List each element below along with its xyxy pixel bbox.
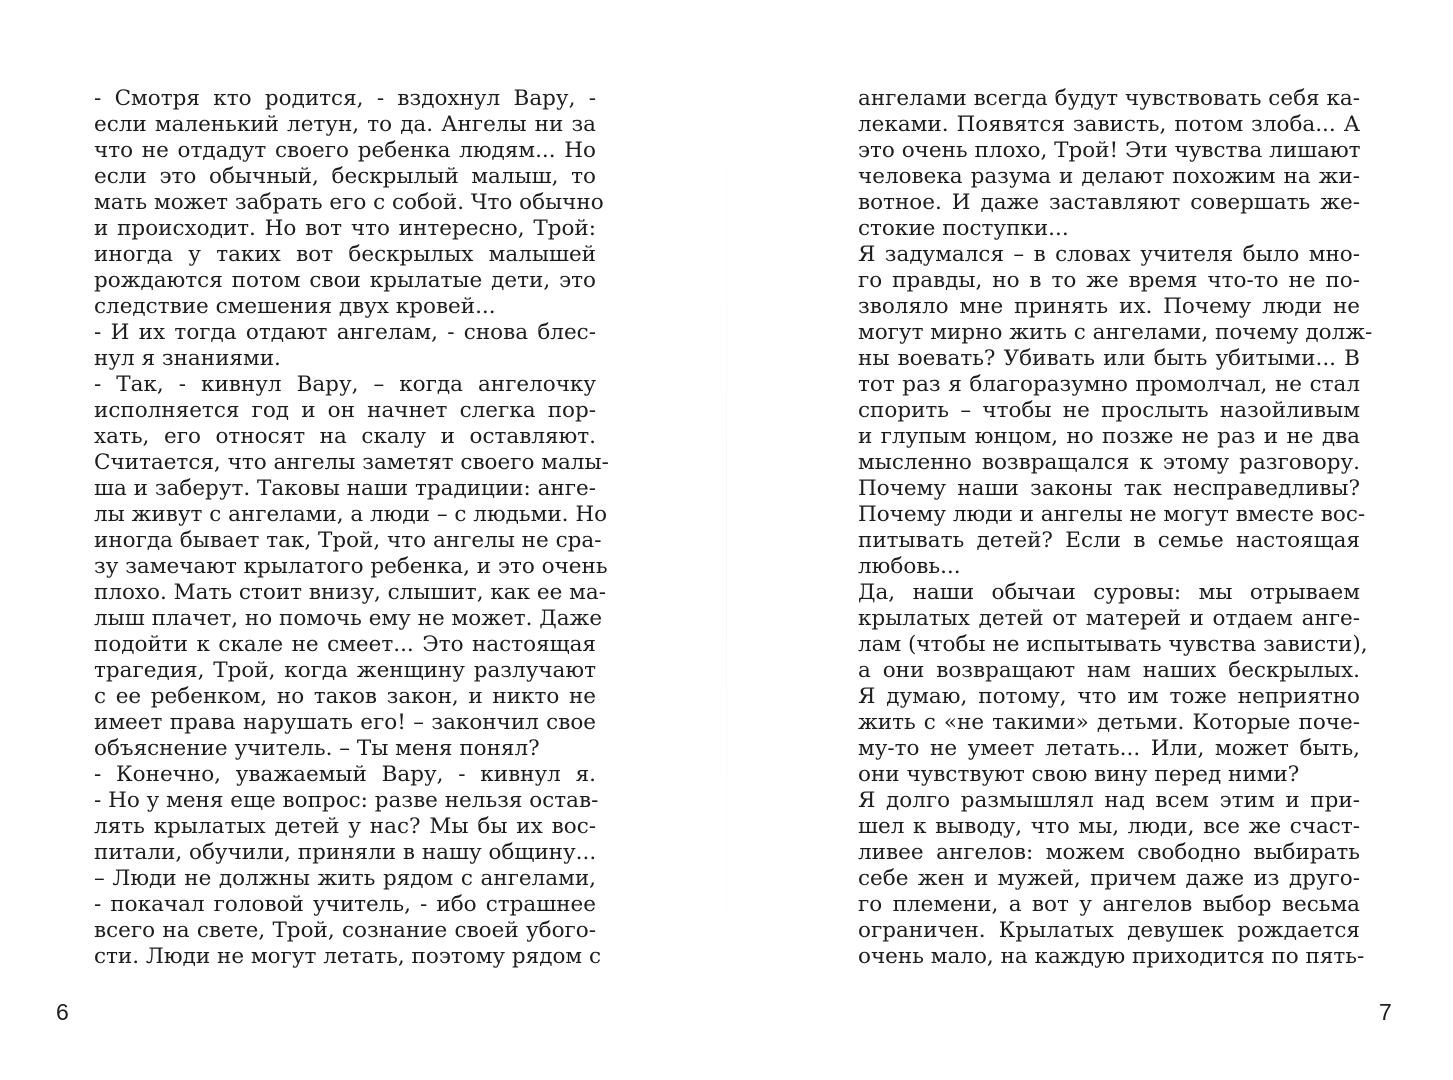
text-line: нул я знаниями. — [94, 346, 281, 371]
text-line: любовь... — [858, 554, 961, 579]
text-line: трагедия, Трой, когда женщину разлучают — [94, 658, 596, 683]
text-line: себе жен и мужей, причем даже из друго- — [858, 866, 1360, 891]
text-line: рождаются потом свои крылатые дети, это — [94, 268, 596, 293]
text-line: Я задумался – в словах учителя было мно- — [858, 242, 1360, 267]
text-line: Да, наши обычаи суровы: мы отрываем — [858, 580, 1360, 605]
text-line: лять крылатых детей у нас? Мы бы их вос- — [94, 814, 596, 839]
text-line: питали, обучили, приняли в нашу общину... — [94, 840, 597, 865]
text-line: лам (чтобы не испытывать чувства зависти), — [858, 632, 1368, 657]
text-line: жить с «не такими» детьми. Которые поче- — [858, 710, 1360, 735]
text-line: стокие поступки... — [858, 216, 1069, 241]
text-line: - покачал головой учитель, - ибо страшнее — [94, 892, 596, 917]
text-line: а они возвращают нам наших бескрылых. — [858, 658, 1360, 683]
text-line: го племени, а вот у ангелов выбор весьма — [858, 892, 1360, 917]
text-line: мать может забрать его с собой. Что обычно — [94, 190, 604, 215]
text-line: питывать детей? Если в семье настоящая — [858, 528, 1360, 553]
text-line: ограничен. Крылатых девушек рождается — [858, 918, 1360, 943]
text-line: спорить – чтобы не прослыть назойливым — [858, 398, 1360, 423]
text-line: исполняется год и он начнет слегка пор- — [94, 398, 596, 423]
text-line: зу замечают крылатого ребенка, и это очень — [94, 554, 608, 579]
text-line: ливее ангелов: можем свободно выбирать — [858, 840, 1360, 865]
text-line: если маленький летун, то да. Ангелы ни за — [94, 112, 596, 137]
text-line: могут мирно жить с ангелами, почему долж- — [858, 320, 1373, 345]
text-line: с ее ребенком, но таков закон, и никто не — [94, 684, 596, 709]
text-line: следствие смешения двух кровей... — [94, 294, 496, 319]
text-line: подойти к скале не смеет... Это настоящая — [94, 632, 596, 657]
text-line: всего на свете, Трой, сознание своей убого- — [94, 918, 596, 943]
text-line: человека разума и делают похожим на жи- — [858, 164, 1360, 189]
text-line: они чувствуют свою вину перед ними? — [858, 762, 1300, 787]
text-line: - И их тогда отдают ангелам, - снова блес- — [94, 320, 596, 345]
text-line: плохо. Мать стоит внизу, слышит, как ее ма- — [94, 580, 606, 605]
text-line: шел к выводу, что мы, люди, все же счаст- — [858, 814, 1360, 839]
text-line: объяснение учитель. – Ты меня понял? — [94, 736, 540, 761]
text-line: иногда у таких вот бескрылых малышей — [94, 242, 596, 267]
text-line: - Но у меня еще вопрос: разве нельзя остав- — [94, 788, 599, 813]
text-line: это очень плохо, Трой! Эти чувства лишают — [858, 138, 1361, 163]
left-page — [0, 0, 726, 1080]
text-line: - Конечно, уважаемый Вару, - кивнул я. — [94, 762, 596, 787]
text-line: вотное. И даже заставляют совершать же- — [858, 190, 1360, 215]
text-line: - Так, - кивнул Вару, – когда ангелочку — [94, 372, 596, 397]
right-page — [727, 0, 1453, 1080]
text-line: - Смотря кто родится, - вздохнул Вару, - — [94, 86, 596, 111]
text-line: если это обычный, бескрылый малыш, то — [94, 164, 596, 189]
text-line: Я долго размышлял над всем этим и при- — [858, 788, 1360, 813]
right-page-number: 7 — [1379, 999, 1392, 1025]
text-line: сти. Люди не могут летать, поэтому рядом с — [94, 944, 602, 969]
text-line: хать, его относят на скалу и оставляют. — [94, 424, 596, 449]
text-line: что не отдадут своего ребенка людям... Но — [94, 138, 596, 163]
text-line: имеет права нарушать его! – закончил свое — [94, 710, 596, 735]
text-line: Считается, что ангелы заметят своего малы- — [94, 450, 609, 475]
text-line: очень мало, на каждую приходится по пять- — [858, 944, 1365, 969]
text-line: леками. Появятся зависть, потом злоба... А — [858, 112, 1360, 137]
text-line: ша и заберут. Таковы наши традиции: анге- — [94, 476, 596, 501]
text-line: ангелами всегда будут чувствовать себя ка- — [858, 86, 1360, 111]
text-line: лы живут с ангелами, а люди – с людьми. Но — [94, 502, 608, 527]
text-line: тот раз я благоразумно промолчал, не стал — [858, 372, 1360, 397]
right-page-text — [858, 86, 1373, 970]
text-line: му-то не умеет летать... Или, может быть, — [858, 736, 1360, 761]
text-line: зволяло мне принять их. Почему люди не — [858, 294, 1360, 319]
text-line: Почему наши законы так несправедливы? — [858, 476, 1360, 501]
text-line: Я думаю, потому, что им тоже неприятно — [858, 684, 1360, 709]
text-line: ны воевать? Убивать или быть убитыми... В — [858, 346, 1360, 371]
text-line: и глупым юнцом, но позже не раз и не два — [858, 424, 1360, 449]
text-line: мысленно возвращался к этому разговору. — [858, 450, 1360, 475]
left-page-text — [94, 86, 609, 970]
text-line: крылатых детей от матерей и отдаем анге- — [858, 606, 1360, 631]
text-line: и происходит. Но вот что интересно, Трой: — [94, 216, 596, 241]
text-line: лыш плачет, но помочь ему не может. Даже — [94, 606, 603, 631]
text-line: го правды, но в то же время что-то не по- — [858, 268, 1360, 293]
text-line: Почему люди и ангелы не могут вместе вос- — [858, 502, 1366, 527]
text-line: иногда бывает так, Трой, что ангелы не сра- — [94, 528, 602, 553]
text-line: – Люди не должны жить рядом с ангелами, — [94, 866, 596, 891]
left-page-number: 6 — [56, 999, 69, 1025]
